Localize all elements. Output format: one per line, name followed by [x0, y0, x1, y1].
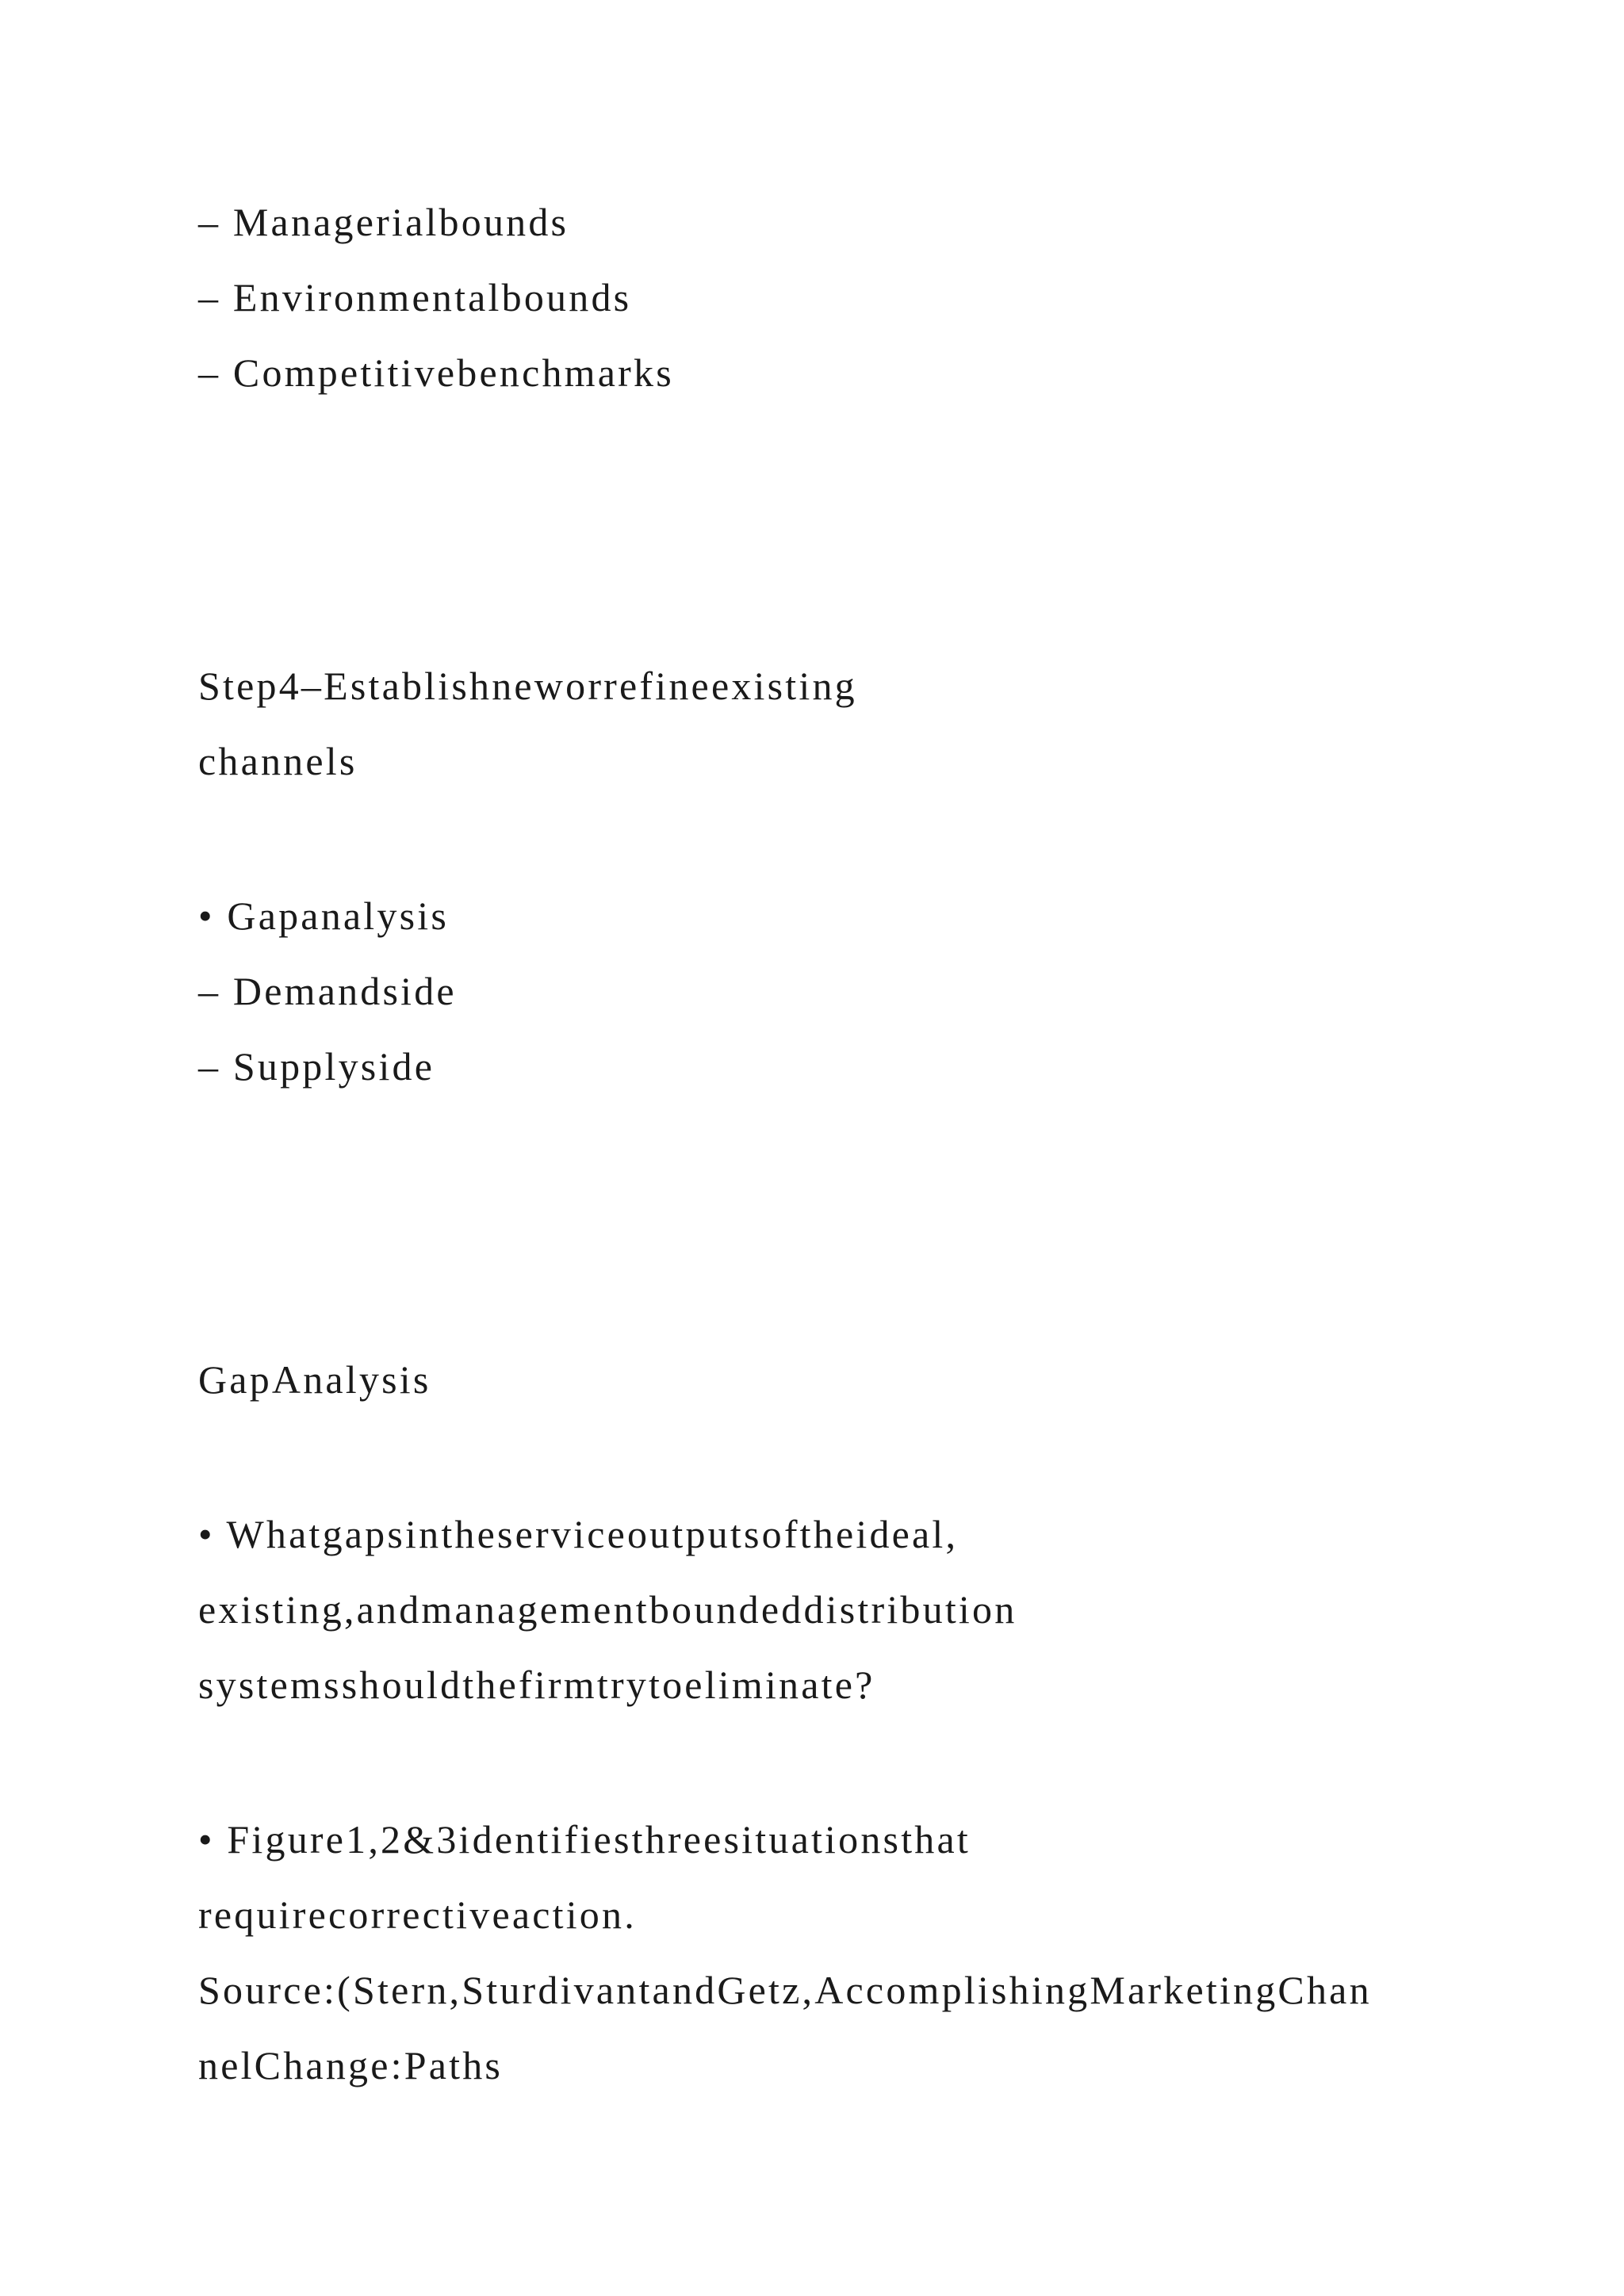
bullet-figures: • Figure1,2&3identifiesthreesituationsthat — [198, 1817, 971, 1862]
section-heading-step4: Step4–Establishneworrefineexisting — [198, 664, 857, 708]
text-line-managerial-bounds: – Managerialbounds — [198, 200, 569, 244]
text-line-environmental-bounds: – Environmentalbounds — [198, 275, 632, 320]
text-line-what-gaps-2: existing,andmanagementboundeddistribution — [198, 1587, 1017, 1632]
text-line-corrective-action: requirecorrectiveaction. — [198, 1892, 637, 1937]
text-line-competitive-benchmarks: – Competitivebenchmarks — [198, 350, 674, 395]
text-line-source: Source:(Stern,SturdivantandGetz,AccomplishingMarketingChan — [198, 1968, 1372, 2012]
bullet-gap-analysis: • Gapanalysis — [198, 894, 449, 938]
text-line-supply-side: – Supplyside — [198, 1044, 435, 1089]
text-line-source-continued: nelChange:Paths — [198, 2043, 504, 2087]
text-line-what-gaps-3: systemsshouldthefirmtrytoeliminate? — [198, 1663, 875, 1707]
text-line-demand-side: – Demandside — [198, 969, 457, 1013]
section-heading-gap-analysis: GapAnalysis — [198, 1357, 431, 1402]
section-heading-step4-continued: channels — [198, 739, 358, 783]
bullet-what-gaps: • Whatgapsintheserviceoutputsoftheideal, — [198, 1512, 959, 1556]
